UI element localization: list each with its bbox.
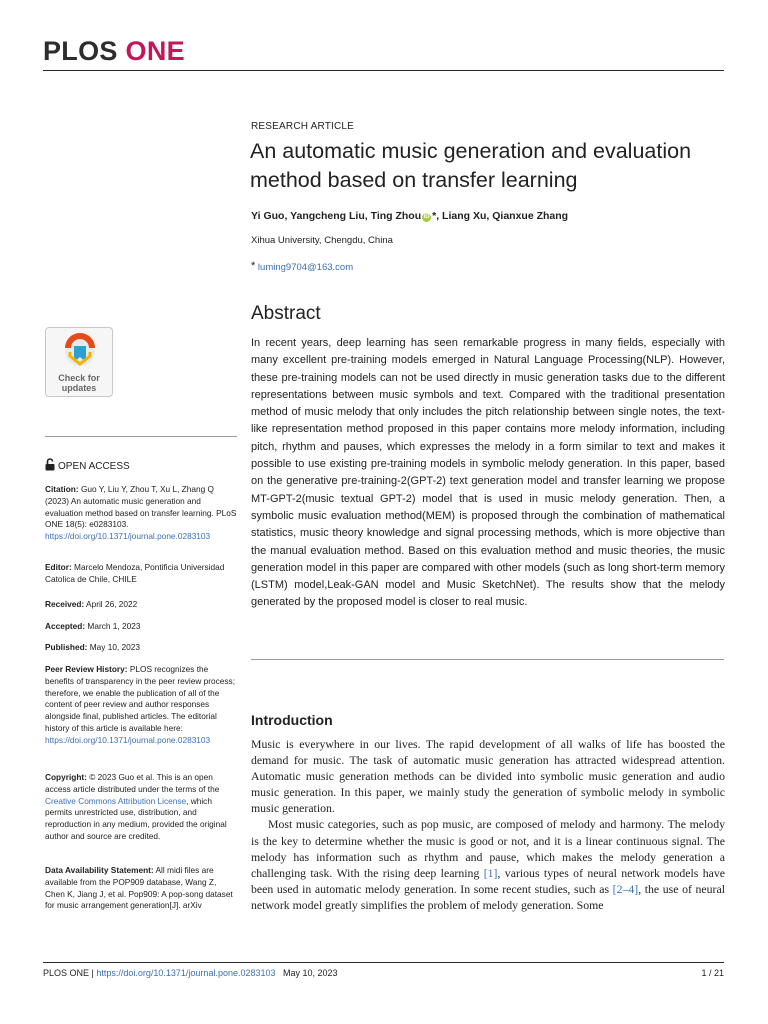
abstract-heading: Abstract [251,303,321,324]
citation-doi-link[interactable]: https://doi.org/10.1371/journal.pone.0283103 [45,531,211,542]
authors-first: Yi Guo, Yangcheng Liu, Ting Zhou [251,210,422,222]
accepted-label: Accepted: [45,621,86,631]
reference-link-2-4[interactable]: [2–4] [612,881,639,896]
badge-line-2: updates [61,383,97,393]
page-number: 1 / 21 [701,968,724,978]
open-access-label [45,458,130,472]
footer-date: May 10, 2023 [283,968,338,978]
license-link[interactable]: Creative Commons Attribution License [45,795,187,806]
logo-plos: PLOS [43,36,118,66]
data-availability-label: Data Availability Statement: [45,865,154,875]
badge-line-1: Check for [58,373,100,383]
journal-logo[interactable] [43,36,185,67]
orcid-icon[interactable]: iD [423,214,430,220]
copyright-text-b: , which permits unrestricted use, distribution, and reproduction in any medium, provided the original author and source are credited. [45,795,227,841]
received-block [45,599,237,611]
editor-block [45,562,237,586]
sidebar-divider [45,436,237,437]
accepted-date: March 1, 2023 [85,621,141,631]
open-access-text: OPEN ACCESS [58,461,130,472]
copyright-block [45,772,237,843]
intro-paragraph-1: Music is everywhere in our lives. The rapid development of all walks of life has boosted the demand for music. The task of automatic music generation has attracted widespread attention. Automatic music generation methods can be divided into symbolic music generation and audio music generation. In this paper, we mainly study the generation of symbolic melody in symbolic music generation. [251,737,725,816]
header-divider [43,70,724,71]
data-availability-text: All midi files are available from the POP909 database, Wang Z, Chen K, Jiang J, et al. Pop909: A pop-song dataset for music arrangement generation[J]. arXiv [45,865,233,911]
peer-review-label: Peer Review History: [45,664,128,674]
footer-divider [43,962,724,963]
logo-one: ONE [125,36,185,66]
intro-p2-text-a: Most music categories, such as pop music, are composed of melody and harmony. The melody is the key to determine whether the music is good or not, and it is a linear continuous signal. The melody has information such as rhythm and pause, which makes the melody generation a challenging task. With the rising deep learning [251,817,725,880]
abstract-divider [251,659,724,660]
intro-paragraph-2 [251,816,725,913]
footer-journal: PLOS ONE | [43,968,97,978]
check-for-updates-badge[interactable] [45,327,113,397]
introduction-body [251,736,725,913]
published-label: Published: [45,642,88,652]
intro-p2-text-c: , the use of neural network model greatly simplifies the problem of melody generation. Some [251,881,725,912]
footer-doi-link[interactable]: https://doi.org/10.1371/journal.pone.0283103 [96,968,276,978]
citation-label: Citation: [45,484,79,494]
badge-label [46,373,112,393]
peer-review-text: PLOS recognizes the benefits of transparency in the peer review process; therefore, we enable the publication of all of the content of peer review and author responses alongside final, published articles. The editorial history of this article is available here: [45,664,236,733]
published-date: May 10, 2023 [87,642,141,652]
received-date: April 26, 2022 [84,599,138,609]
email-link[interactable]: luming9704@163.com [257,262,354,273]
intro-p2-text-b: , various types of neural network models have been used in automatic melody generation. In some recent studies, such as [251,865,725,896]
editor-label: Editor: [45,562,72,572]
citation-block [45,484,237,543]
accepted-block [45,621,237,633]
copyright-label: Copyright: [45,772,87,782]
copyright-text-a: © 2023 Guo et al. This is an open access article distributed under the terms of the [45,772,220,794]
article-title: An automatic music generation and evaluation method based on transfer learning [250,139,692,192]
received-label: Received: [45,599,85,609]
page-footer [43,968,724,978]
corresponding-email [251,260,353,273]
peer-review-link[interactable]: https://doi.org/10.1371/journal.pone.0283103 [45,734,211,745]
affiliation: Xihua University, Chengdu, China [251,235,393,246]
corresponding-mark: * [251,260,256,272]
introduction-heading: Introduction [251,712,333,728]
open-lock-icon [45,458,55,471]
abstract-text: In recent years, deep learning has seen remarkable progress in many fields, especially with many excellent pre-training models emerged in Natural Language Processing(NLP). However, these pre-training models can not be used directly in music generation tasks due to the different representations between music symbols and text. Compared with the traditional presentation method of music melody that only includes the pitch relationship between single notes, the text-like representation method proposed in this paper contains more melody information, including pitch, rhythm and pauses, which expresses the melody in a form similar to text and makes it possible to use existing pre-training models in symbolic melody generation. In this paper, based on the generative pre-training-2(GPT-2) text generation model and transfer learning we propose MT-GPT-2(music textual GPT-2) model that is used in music melody generation. Then, a symbolic music evaluation method(MEM) is proposed through the combination of mathematical statistics, music theory knowledge and signal processing methods, which is more objective than the manual evaluation method. Based on this evaluation method and music theories, the music generation model in this paper are compared with other models (such as long short-term memory (LSTM) model,Leak-GAN model and Music SketchNet). The results show that the melody generated by the proposed model is closer to real music. [251,337,725,609]
authors-rest: *, Liang Xu, Qianxue Zhang [432,210,569,222]
reference-link-1[interactable]: [1] [483,865,498,880]
author-list [251,210,568,222]
published-block [45,642,237,654]
data-availability-block [45,865,237,912]
peer-review-block [45,664,237,747]
citation-text: Guo Y, Liu Y, Zhou T, Xu L, Zhang Q (2023) An automatic music generation and evaluation method based on transfer learning. PLoS ONE 18(5): e0283103. [45,484,237,530]
crossmark-icon [46,328,114,374]
article-type: RESEARCH ARTICLE [251,121,355,132]
editor-text: Marcelo Mendoza, Pontificia Universidad Catolica de Chile, CHILE [45,562,225,584]
